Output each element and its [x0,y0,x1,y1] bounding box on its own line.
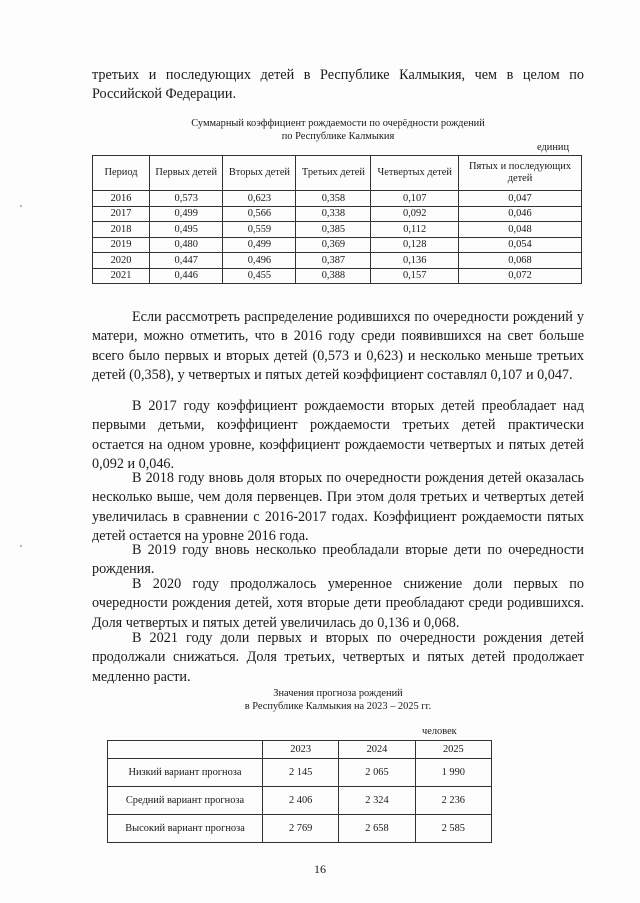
table-cell: 0,385 [296,222,371,238]
table2-units: человек [422,726,457,737]
table-cell: 0,358 [296,191,371,207]
table2-header-row [108,741,492,759]
scan-speck [20,545,22,547]
table2-header-cell: 2024 [339,741,415,759]
table-cell: 0,092 [371,206,459,222]
table-cell: 0,623 [223,191,296,207]
table-cell: Средний вариант прогноза [108,787,263,815]
table-cell: 2 585 [415,815,491,843]
table-row [93,206,582,222]
table-cell: 0,369 [296,237,371,253]
table-cell: 0,495 [150,222,223,238]
table1-header-row [93,156,582,191]
table2-header-cell [108,741,263,759]
table-row [108,815,492,843]
table-row [93,222,582,238]
table-cell: 0,136 [371,253,459,269]
table1-caption-line2: по Республике Калмыкия [281,130,395,142]
table-cell: 0,499 [223,237,296,253]
table-cell: 2 324 [339,787,415,815]
table2-header-cell: 2025 [415,741,491,759]
table1-header-cell: Четвертых детей [371,156,459,191]
table-cell: 0,046 [459,206,582,222]
table1-units: единиц [537,142,570,153]
scan-speck [20,205,22,207]
paragraph-2021: В 2021 году доли первых и вторых по очередности рождения детей продолжали снижаться. Доля третьих, четвертых и пятых детей продолжает медленно расти. [92,630,584,685]
table-cell: 2 236 [415,787,491,815]
table-cell: 0,496 [223,253,296,269]
paragraph-2017: В 2017 году коэффициент рождаемости вторых детей преобладает над первыми детьми, коэффициент рождаемости третьих детей практически остается на одном уровне, коэффициент рождаемости четвертых и пятых детей 0,092 и 0,046. [92,398,584,473]
table-cell: 2 065 [339,759,415,787]
table-cell: 0,447 [150,253,223,269]
table-cell: 0,157 [371,268,459,284]
table-cell: Низкий вариант прогноза [108,759,263,787]
table-cell: 2017 [93,206,150,222]
table-row [93,237,582,253]
table-cell: 0,387 [296,253,371,269]
table-cell: 0,072 [459,268,582,284]
table-cell: 0,446 [150,268,223,284]
table1-header-cell: Первых детей [150,156,223,191]
table-cell: 0,573 [150,191,223,207]
table2-caption-line2: в Республике Калмыкия на 2023 – 2025 гг. [244,700,432,712]
table-cell: 0,128 [371,237,459,253]
table2-caption [92,688,584,713]
table-cell: 2021 [93,268,150,284]
table2-header-cell: 2023 [263,741,339,759]
table-row [108,787,492,815]
table-cell: 1 990 [415,759,491,787]
table-row [93,191,582,207]
table-cell: 2018 [93,222,150,238]
table-cell: 0,048 [459,222,582,238]
table-cell: 2 769 [263,815,339,843]
table-cell: 2019 [93,237,150,253]
table-cell: Высокий вариант прогноза [108,815,263,843]
table1-caption [92,118,584,143]
paragraph-2019: В 2019 году вновь несколько преобладали вторые дети по очередности рождения. [92,542,584,578]
table-cell: 2020 [93,253,150,269]
table1-header-cell: Пятых и последующих детей [459,156,582,191]
table-cell: 0,112 [371,222,459,238]
table-cell: 0,499 [150,206,223,222]
table-cell: 0,054 [459,237,582,253]
paragraph-2018: В 2018 году вновь доля вторых по очередности рождения детей оказалась несколько выше, чем доля первенцев. При этом доля третьих и четвертых детей увеличилась в сравнении с 2016-2017 годах. Коэффициент рождаемости пятых детей остается на уровне 2016 года. [92,470,584,545]
page-number: 16 [314,862,326,876]
table-cell: 0,566 [223,206,296,222]
table1-header-cell: Вторых детей [223,156,296,191]
table-cell: 2 145 [263,759,339,787]
table-cell: 0,388 [296,268,371,284]
table-cell: 0,480 [150,237,223,253]
table-cell: 0,455 [223,268,296,284]
fertility-by-birth-order-table [92,155,582,284]
birth-forecast-table [107,740,492,843]
table-row [93,253,582,269]
table-cell: 0,047 [459,191,582,207]
table2-caption-line1: Значения прогноза рождений [273,688,403,699]
table-cell: 0,559 [223,222,296,238]
table-row [93,268,582,284]
table-cell: 0,107 [371,191,459,207]
table-cell: 0,068 [459,253,582,269]
table1-caption-line1: Суммарный коэффициент рождаемости по очерёдности рождений [191,118,485,129]
table1-header-cell: Период [93,156,150,191]
table1-header-cell: Третьих детей [296,156,371,191]
paragraph-2016: Если рассмотреть распределение родившихся по очередности рождений у матери, можно отметить, что в 2016 году среди появившихся на свет больше всего было первых и вторых детей (0,573 и 0,623) и несколько меньше третьих детей (0,358), у четвертых и пятых детей коэффициент составлял 0,107 и 0,047. [92,309,584,384]
table-row [108,759,492,787]
table-cell: 2 658 [339,815,415,843]
table-cell: 2016 [93,191,150,207]
paragraph-2020: В 2020 году продолжалось умеренное снижение доли первых по очередности рождения детей, хотя вторые дети преобладают среди родившихся. Доля четвертых и пятых детей увеличилась до 0,136 и 0,068. [92,576,584,631]
table-cell: 0,338 [296,206,371,222]
table-cell: 2 406 [263,787,339,815]
intro-paragraph: третьих и последующих детей в Республике Калмыкия, чем в целом по Российской Федерации. [92,67,584,103]
